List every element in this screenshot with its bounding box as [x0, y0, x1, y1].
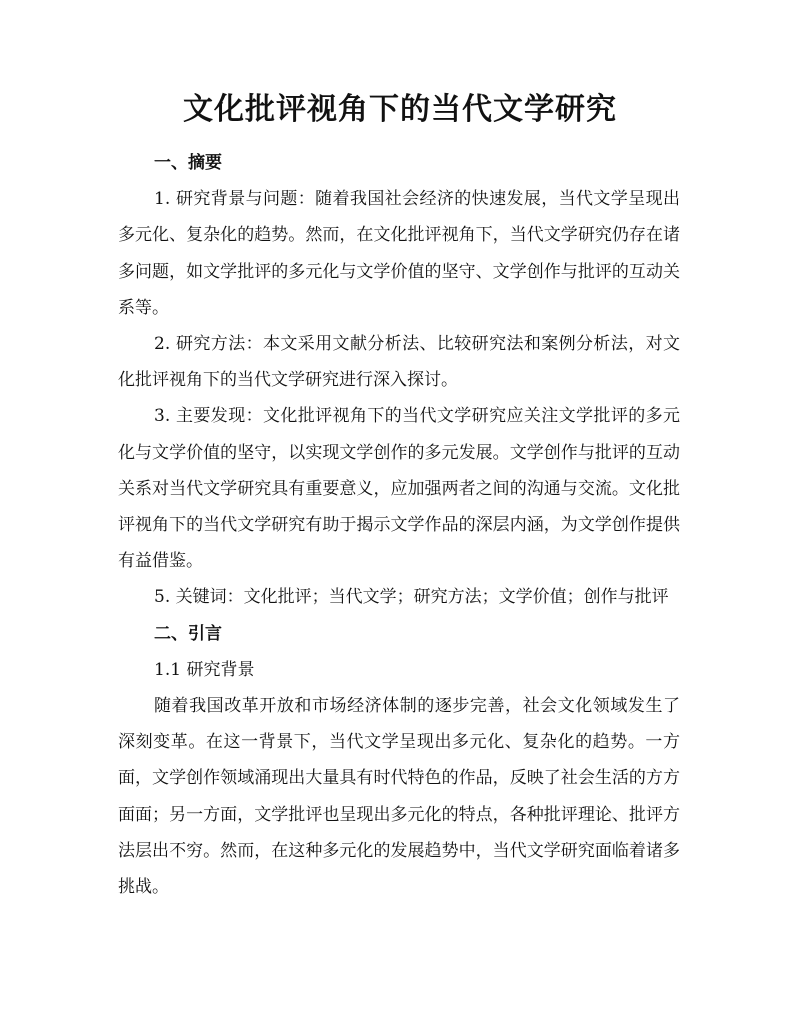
section-heading-introduction: 二、引言 — [154, 623, 222, 644]
abstract-item-methods: 2. 研究方法：本文采用文献分析法、比较研究法和案例分析法，对文化批评视角下的当代文学研究进行深入探讨。 — [118, 334, 680, 391]
introduction-paragraph: 随着我国改革开放和市场经济体制的逐步完善，社会文化领域发生了深刻变革。在这一背景下，当代文学呈现出多元化、复杂化的趋势。一方面，文学创作领域涌现出大量具有时代特色的作品，反映了社会生活的方方面面；另一方面，文学批评也呈现出多元化的特点，各种批评理论、批评方法层出不穷。然而，在这种多元化的发展趋势中，当代文学研究面临着诸多挑战。 — [118, 696, 680, 898]
abstract-item-keywords: 5. 关键词：文化批评；当代文学；研究方法；文学价值；创作与批评 — [154, 587, 669, 608]
document-title: 文化批评视角下的当代文学研究 — [183, 92, 617, 127]
abstract-item-findings: 3. 主要发现：文化批评视角下的当代文学研究应关注文学批评的多元化与文学价值的坚守，以实现文学创作的多元发展。文学创作与批评的互动关系对当代文学研究具有重要意义，应加强两者之间的沟通与交流。文化批评视角下的当代文学研究有助于揭示文学作品的深层内涵，为文学创作提供有益借鉴。 — [118, 406, 680, 572]
section-heading-abstract: 一、摘要 — [154, 153, 222, 173]
abstract-item-background: 1. 研究背景与问题：随着我国社会经济的快速发展，当代文学呈现出多元化、复杂化的趋势。然而，在文化批评视角下，当代文学研究仍存在诸多问题，如文学批评的多元化与文学价值的坚守、文学创作与批评的互动关系等。 — [118, 189, 680, 318]
subsection-heading-background: 1.1 研究背景 — [154, 659, 255, 680]
document-body — [118, 145, 680, 905]
